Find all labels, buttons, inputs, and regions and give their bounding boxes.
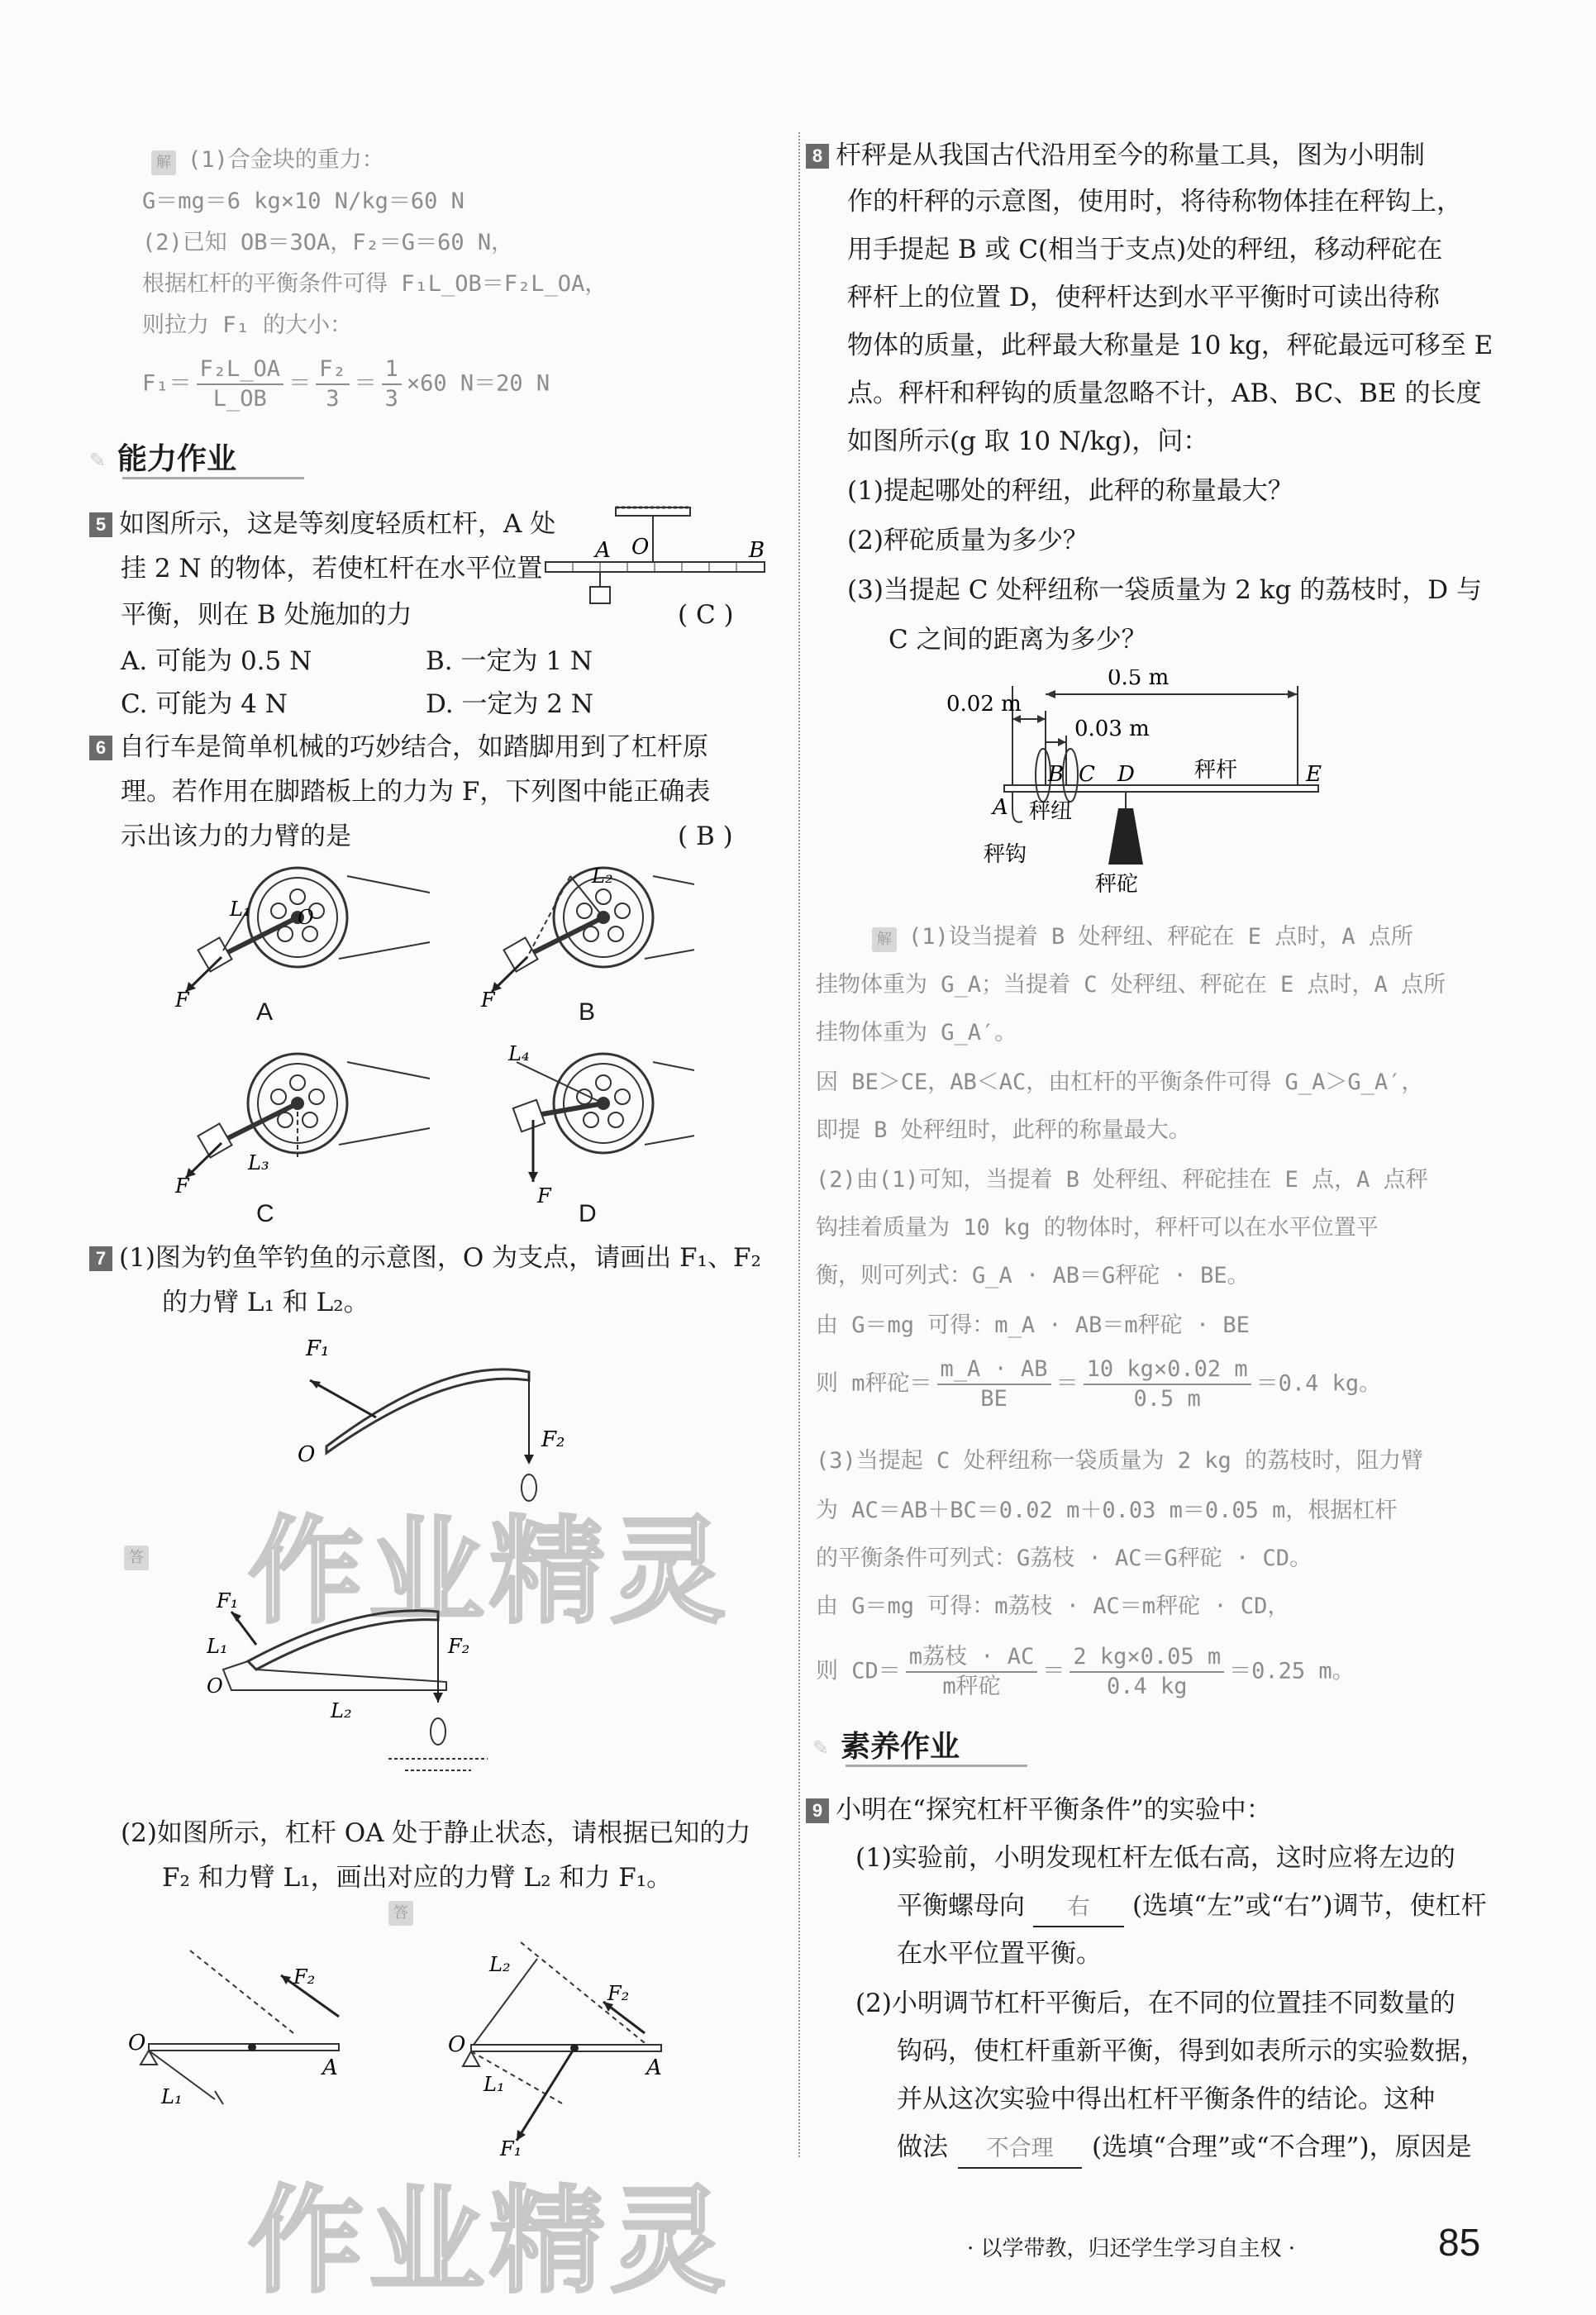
question-text: 理。若作用在脚踏板上的力为 F，下列图中能正确表 [121,777,711,807]
label-f2: F₂ [607,1982,630,2005]
answer-line: G＝mg＝6 kg×10 N/kg＝60 N [142,188,465,214]
question-text: C 之间的距离为多少？ [889,625,1147,655]
answer-formula: 则 m秤砣＝ $\frac{m\_A \cdot AB}{BE}$ ＝ $\frac{10 kg\times 0.02 m}{0.5 m}$ ＝0.4 kg。 [816,1356,1382,1412]
label-o: O [128,2031,146,2055]
watermark: 作业精灵 [248,1505,731,1640]
question-text: (1)实验前，小明发现杠杆左低右高，这时应将左边的 [855,1843,1455,1873]
question-text: 如图所示(g 取 10 N/kg)，问： [847,426,1209,456]
answer-line: 钩挂着质量为 10 kg 的物体时，秤杆可以在水平位置平 [816,1215,1379,1241]
label-e: E [1306,762,1322,787]
label-l3: L₃ [248,1151,269,1174]
question-text: 用手提起 B 或 C(相当于支点)处的秤纽，移动秤砣在 [847,235,1443,264]
label-chenggan: 秤杆 [1194,758,1238,783]
caption-d: D [579,1200,597,1227]
label-chenggou: 秤钩 [984,842,1027,867]
question-text: 在水平位置平衡。 [897,1939,1102,1969]
section-heading: ✎ 素养作业 [812,1727,1011,1767]
question-text: F₂ 和力臂 L₁，画出对应的力臂 L₂ 和力 F₁。 [162,1863,673,1893]
pencil-icon: ✎ [812,1736,830,1760]
answer-line: 解 (1)设当提着 B 处秤纽、秤砣在 E 点时，A 点所 [872,919,1413,955]
label-l1: L₁ [207,1635,228,1658]
label-l1: L₁ [230,898,251,921]
da-icon: 答 [124,1546,149,1570]
question-text: 物体的质量，此秤最大称量是 10 kg，秤砣最远可移至 E [847,331,1494,360]
question-text: 挂 2 N 的物体，若使杠杆在水平位置 [121,554,543,584]
answer-line: 由 G＝mg 可得：m_A · AB＝m秤砣 · BE [816,1312,1250,1338]
answer-line: 因 BE＞CE，AB＜AC，由杠杆的平衡条件可得 G_A＞G_A′， [816,1069,1424,1095]
question-text: 秤杆上的位置 D，使秤杆达到水平平衡时可读出待称 [847,283,1440,312]
answer-line: 为 AC＝AB＋BC＝0.02 m＋0.03 m＝0.05 m，根据杠杆 [816,1498,1398,1523]
question-text: (2)小明调节杠杆平衡后，在不同的位置挂不同数量的 [855,1989,1455,2018]
answer-line: 由 G＝mg 可得：m荔枝 · AC＝m秤砣 · CD， [816,1593,1290,1619]
question-9: 9 小明在“探究杠杆平衡条件”的实验中： [806,1792,1272,1828]
answer-line: (2)由(1)可知，当提着 B 处秤纽、秤砣挂在 E 点，A 点秤 [816,1167,1428,1193]
section-heading: ✎ 能力作业 [89,440,288,479]
label-f: F [481,988,495,1012]
answer-line: 解 (1)合金块的重力： [151,142,384,179]
question-text: 平衡，则在 B 处施加的力 [121,600,412,630]
jie-icon: 解 [151,150,176,175]
label-o: O [298,1442,316,1467]
question-text: 的力臂 L₁ 和 L₂。 [162,1288,369,1317]
label-b: B [749,538,765,563]
answer-line: 即提 B 处秤纽时，此秤的称量最大。 [816,1117,1191,1143]
label-f: F [175,1174,189,1198]
option-d[interactable]: D. 一定为 2 N [426,689,594,719]
question-8: 8 杆秤是从我国古代沿用至今的称量工具，图为小明制 [806,137,1425,174]
label-d: D [1117,762,1135,787]
answer-line: 根据杠杆的平衡条件可得 F₁L_OB＝F₂L_OA， [142,271,607,297]
answer-choice: ( B ) [678,822,733,851]
answer-line: 挂物体重为 G_A′。 [816,1020,1017,1046]
label-o: O [298,906,314,929]
option-b[interactable]: B. 一定为 1 N [426,646,593,676]
label-f: F [175,988,189,1012]
lever-oa-answer-figure [438,1926,686,2157]
label-l2: L₂ [592,865,613,888]
figure-d [507,1042,694,1207]
answer-line: (2)已知 OB＝3OA，F₂＝G＝60 N， [142,230,514,255]
caption-c: C [256,1200,274,1227]
label-a: A [322,2055,338,2080]
label-o: O [631,535,650,560]
page-number: 85 [1438,2221,1481,2264]
label-f1: F₁ [500,2137,522,2157]
answer-formula: F₁＝ $\frac{\text{F₂L\_OA}}{L\_OB}$ ＝ $\frac{\text{F₂}}{3}$ ＝ $\frac{1}{3}$ ×60 N＝20 N [142,356,550,412]
option-a[interactable]: A. 可能为 0.5 N [121,646,312,676]
label-f2: F₂ [448,1635,470,1658]
fill-blank-2[interactable]: 不合理 [958,2131,1082,2169]
label-f2: F₂ [541,1427,565,1452]
question-text: (1)提起哪处的秤纽，此秤的称量最大？ [847,476,1293,506]
answer-formula: 则 CD＝ m荔枝 · AC m秤砣 ＝ $\frac{2 kg\times 0.05 m}{0.4 kg}$ ＝0.25 m。 [816,1644,1355,1699]
label-f1: F₁ [217,1589,239,1612]
label-0-03m: 0.03 m [1074,717,1150,741]
pencil-icon: ✎ [89,449,107,472]
question-text: (3)当提起 C 处秤纽称一袋质量为 2 kg 的荔枝时，D 与 [847,575,1482,605]
figure-a [174,868,430,1012]
label-f1: F₁ [306,1336,330,1361]
label-o: O [448,2032,466,2057]
question-text: 并从这次实验中得出杠杆平衡条件的结论。这种 [897,2084,1435,2114]
question-text: (2)秤砣质量为多少？ [847,526,1089,555]
question-text: 做法 不合理 (选填“合理”或“不合理”)，原因是 [897,2129,1472,2169]
label-l2: L₂ [331,1699,352,1722]
label-a: A [595,538,611,563]
label-l4: L₄ [508,1042,530,1065]
label-a: A [993,795,1008,820]
label-chengtuo: 秤砣 [1095,872,1139,897]
fishing-rod-answer-figure [207,1587,537,1777]
lever-figure [537,496,785,612]
question-6: 6 自行车是简单机械的巧妙结合，如踏脚用到了杠杆原 [89,729,708,765]
answer-line: (3)当提起 C 处秤纽称一袋质量为 2 kg 的荔枝时，阻力臂 [816,1448,1424,1474]
question-text: 示出该力的力臂的是 [121,822,351,851]
caption-a: A [256,998,274,1026]
column-divider [798,132,800,2157]
watermark: 作业精灵 [248,2174,731,2309]
label-l2: L₂ [489,1953,511,1976]
answer-line: 挂物体重为 G_A；当提着 C 处秤纽、秤砣在 E 点时，A 点所 [816,972,1446,998]
label-0-02m: 0.02 m [946,692,1022,717]
answer-line: 衡，则可列式：G_A · AB＝G秤砣 · BE。 [816,1263,1250,1288]
jie-icon: 解 [872,927,897,952]
label-l1: L₁ [161,2085,183,2108]
question-7: 7 (1)图为钓鱼竿钓鱼的示意图，O 为支点，请画出 F₁、F₂ [89,1240,761,1276]
label-b: B [1048,762,1065,787]
question-text: 点。秤杆和秤钩的质量忽略不计，AB、BC、BE 的长度 [847,379,1482,408]
question-text: 钩码，使杠杆重新平衡，得到如表所示的实验数据， [897,2036,1486,2066]
answer-choice: ( C ) [678,600,734,630]
question-text: 作的杆秤的示意图，使用时，将待称物体挂在秤钩上， [847,187,1462,217]
question-5: 5 如图所示，这是等刻度轻质杠杆，A 处 [89,506,555,542]
label-a: A [646,2055,662,2080]
figure-b [480,865,694,1012]
fill-blank-1[interactable]: 右 [1033,1889,1124,1927]
label-o: O [207,1674,223,1698]
bicycle-pedal-figures [165,860,694,1207]
lever-oa-question-figure [116,1942,364,2124]
footer-slogan: · 以学带教，归还学生学习自主权 · [967,2236,1296,2261]
question-text: (2)如图所示，杠杆 OA 处于静止状态，请根据已知的力 [121,1818,751,1848]
steelyard-figure [946,669,1343,901]
label-0-5m: 0.5 m [1108,669,1170,690]
label-chengniu: 秤纽 [1029,799,1073,824]
da-icon: 答 [388,1901,413,1926]
answer-line: 则拉力 F₁ 的大小： [142,312,353,338]
label-f: F [537,1184,551,1207]
figure-c [174,1054,430,1198]
label-f2: F₂ [293,1965,316,1989]
answer-line: 的平衡条件可列式：G荔枝 · AC＝G秤砣 · CD。 [816,1546,1313,1571]
question-text: 平衡螺母向 右 (选填“左”或“右”)调节，使杠杆 [897,1888,1487,1927]
label-l1: L₁ [484,2073,505,2096]
caption-b: B [579,998,596,1026]
option-c[interactable]: C. 可能为 4 N [121,689,288,719]
label-c: C [1079,762,1095,787]
